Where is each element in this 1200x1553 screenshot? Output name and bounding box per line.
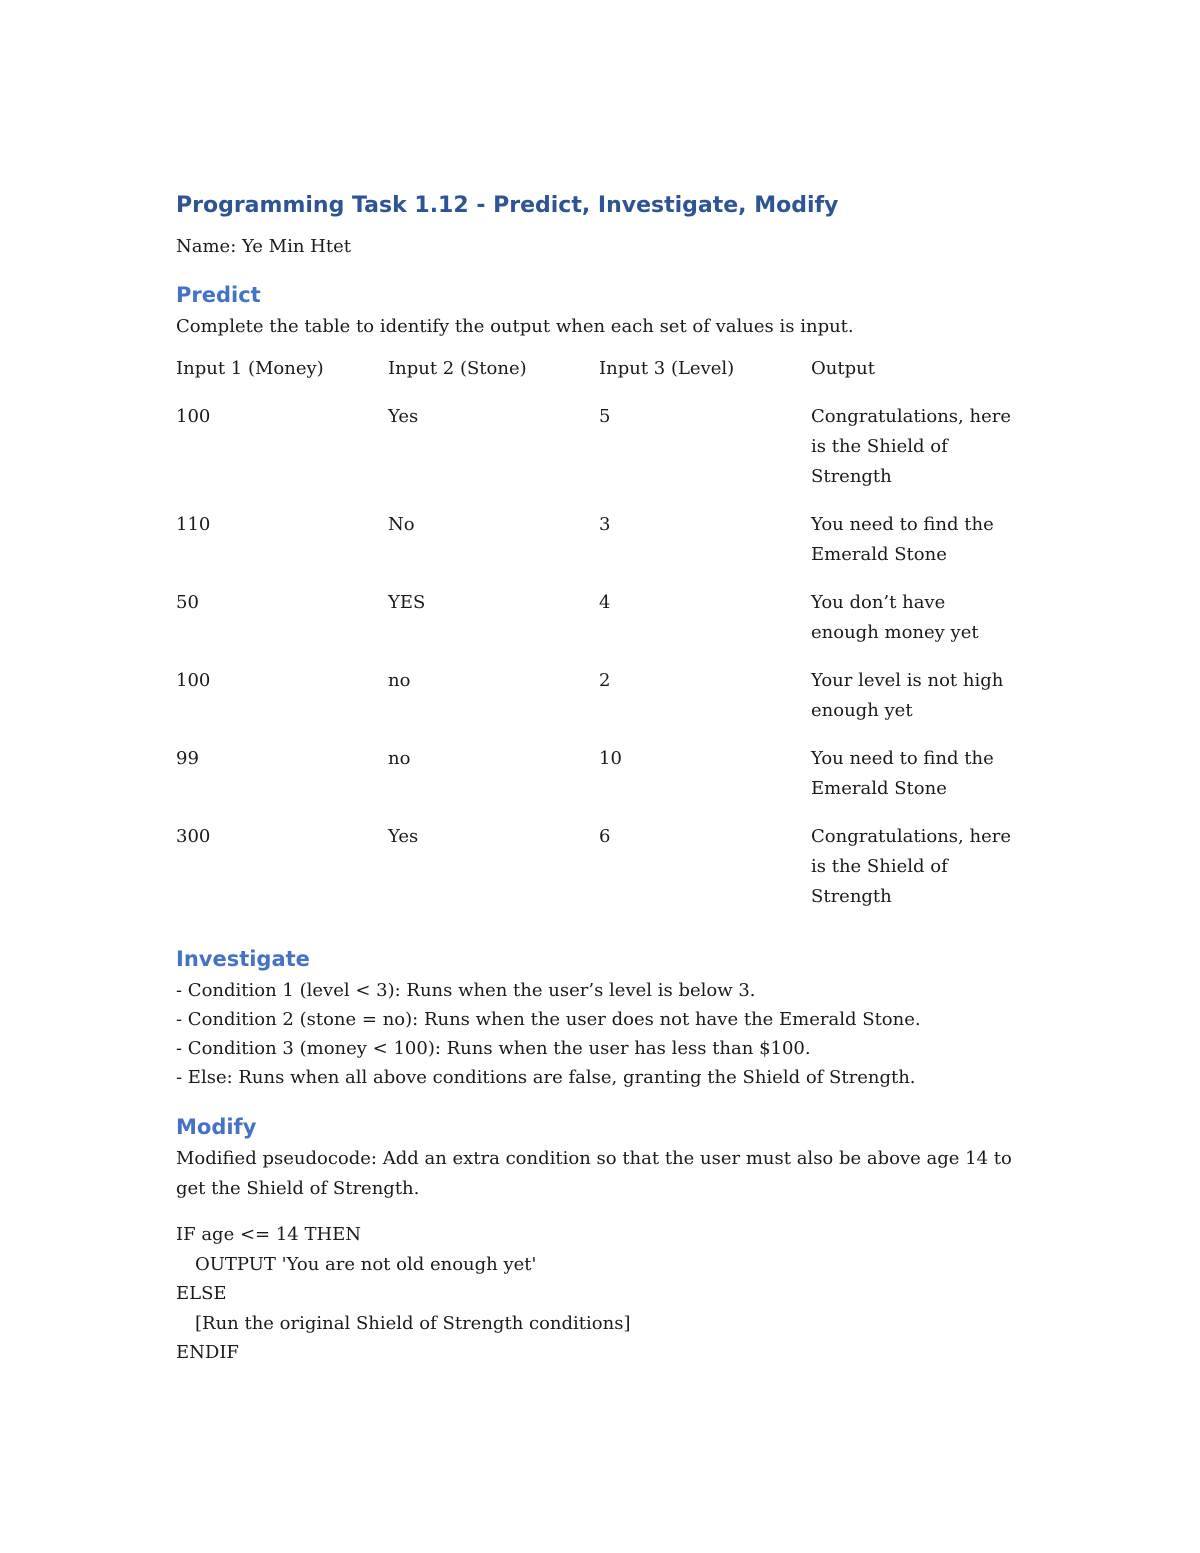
predict-instructions: Complete the table to identify the output when each set of values is input. [176, 316, 854, 337]
money-cell: 100 [176, 406, 211, 427]
table-row [176, 822, 1011, 930]
stone-cell: no [388, 670, 411, 691]
investigate-heading: Investigate [176, 947, 310, 971]
list-item: - Condition 3 (money < 100): Runs when the user has less than $100. [176, 1038, 811, 1059]
level-cell: 2 [599, 670, 611, 691]
table-row [176, 510, 1011, 588]
money-cell: 50 [176, 592, 199, 613]
student-name: Name: Ye Min Htet [176, 236, 351, 257]
column-header: Input 1 (Money) [176, 358, 324, 379]
money-cell: 99 [176, 748, 199, 769]
output-cell: You need to find the Emerald Stone [811, 514, 994, 565]
document-page [176, 188, 1036, 1368]
stone-cell: Yes [388, 406, 419, 427]
level-cell: 3 [599, 514, 611, 535]
level-cell: 4 [599, 592, 611, 613]
table-row [176, 666, 1011, 744]
stone-cell: Yes [388, 826, 419, 847]
document-title: Programming Task 1.12 - Predict, Investigate, Modify [176, 193, 839, 218]
column-header: Input 3 (Level) [599, 358, 735, 379]
code-line: ENDIF [176, 1342, 239, 1363]
money-cell: 100 [176, 670, 211, 691]
money-cell: 110 [176, 514, 211, 535]
table-header-row [176, 354, 1011, 402]
output-cell: Congratulations, here is the Shield of Strength [811, 826, 1011, 907]
stone-cell: No [388, 514, 415, 535]
code-line: ELSE [176, 1283, 227, 1304]
code-line: OUTPUT 'You are not old enough yet' [195, 1253, 537, 1275]
output-cell: You need to find the Emerald Stone [811, 748, 994, 799]
predict-heading: Predict [176, 283, 261, 307]
level-cell: 6 [599, 826, 611, 847]
predict-table [176, 354, 1011, 930]
table-row [176, 402, 1011, 510]
modify-description: Modified pseudocode: Add an extra condition so that the user must also be above age 14 to get the Shield of Strength. [176, 1148, 1012, 1199]
list-item: - Condition 1 (level < 3): Runs when the user’s level is below 3. [176, 980, 756, 1001]
table-row [176, 744, 1011, 822]
code-line: IF age <= 14 THEN [176, 1224, 362, 1245]
list-item: - Condition 2 (stone = no): Runs when the user does not have the Emerald Stone. [176, 1009, 921, 1030]
output-cell: Congratulations, here is the Shield of Strength [811, 406, 1011, 487]
code-line: [Run the original Shield of Strength conditions] [195, 1312, 631, 1334]
table-row [176, 588, 1011, 666]
modify-heading: Modify [176, 1115, 257, 1139]
pseudocode-block [176, 1220, 1036, 1368]
money-cell: 300 [176, 826, 211, 847]
stone-cell: no [388, 748, 411, 769]
column-header: Output [811, 358, 875, 379]
output-cell: You don’t have enough money yet [811, 592, 979, 643]
level-cell: 10 [599, 748, 622, 769]
level-cell: 5 [599, 406, 611, 427]
stone-cell: YES [388, 592, 426, 613]
output-cell: Your level is not high enough yet [811, 670, 1004, 721]
list-item: - Else: Runs when all above conditions are false, granting the Shield of Strength. [176, 1067, 916, 1088]
column-header: Input 2 (Stone) [388, 358, 527, 379]
investigate-list [176, 976, 1036, 1092]
